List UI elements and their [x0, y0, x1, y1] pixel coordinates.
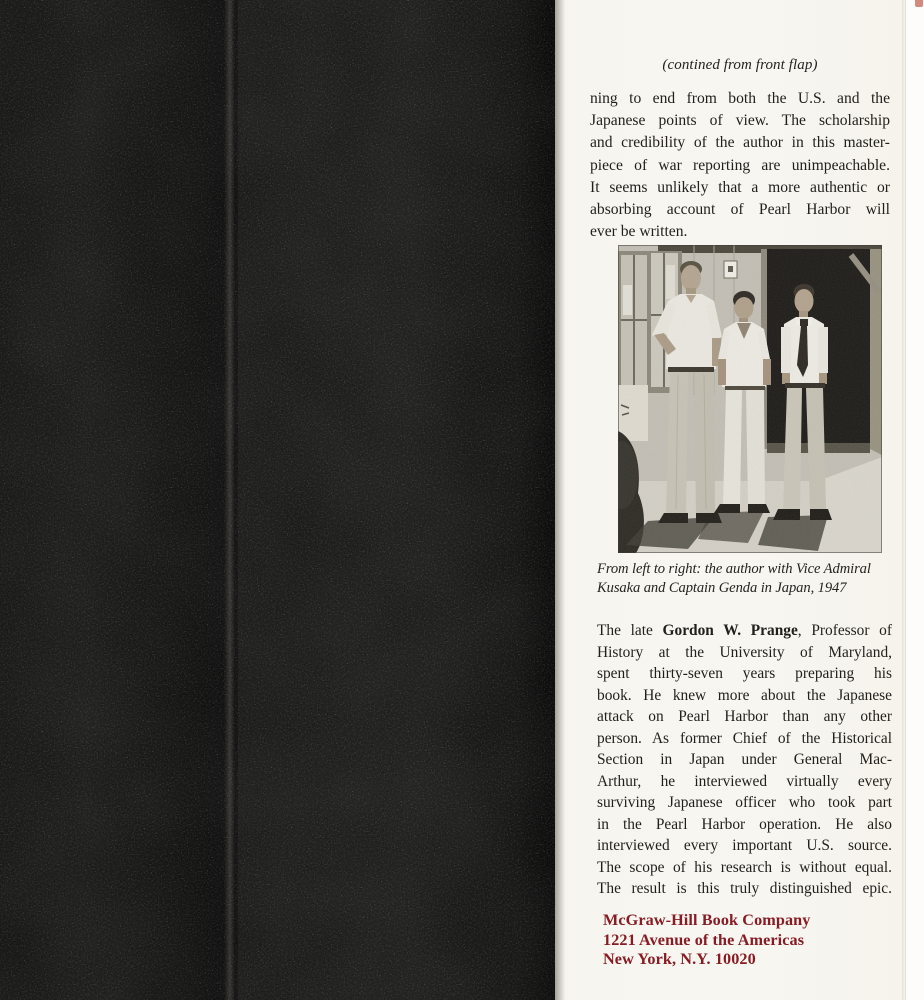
jacket-photo: [618, 245, 882, 553]
author-bio-line: person. As former Chief of the Historical: [597, 729, 892, 747]
author-bio-line: The scope of his research is without equal.: [597, 858, 892, 876]
author-bio-line: [597, 620, 892, 642]
scan-backdrop: [905, 0, 924, 1000]
author-bio-paragraph: [597, 620, 892, 900]
author-bio-line: attack on Pearl Harbor than any other: [597, 708, 892, 725]
author-bio-line: book. He knew more about the Japanese: [597, 686, 892, 704]
jacket-photo-figure: [618, 245, 882, 553]
scan-artifact-mark: [915, 0, 923, 7]
review-line: It seems unlikely that a more authentic or: [590, 178, 890, 196]
bio-text-post: , Professor of: [797, 622, 892, 639]
author-bio-line: Section in Japan under General Mac-: [597, 751, 892, 768]
author-bio-line: spent thirty-seven years preparing his: [597, 665, 892, 682]
publisher-line: McGraw-Hill Book Company: [603, 911, 811, 929]
review-line: piece of war reporting are unimpeachable.: [590, 156, 890, 174]
publisher-line: New York, N.Y. 10020: [603, 950, 756, 969]
publisher-line: 1221 Avenue of the Americas: [603, 930, 805, 949]
author-bio-line: History at the University of Maryland,: [597, 643, 892, 661]
review-line: and credibility of the author in this master-: [590, 134, 890, 152]
photo-caption-line: Kusaka and Captain Genda in Japan, 1947: [597, 580, 847, 596]
author-bio-line: The result is this truly distinguished epic.: [597, 880, 892, 897]
review-paragraph: [590, 88, 890, 243]
author-bio-line: interviewed every important U.S. source.: [597, 837, 892, 854]
author-bio-line: in the Pearl Harbor operation. He also: [597, 815, 892, 833]
review-line: ning to end from both the U.S. and the: [590, 90, 890, 107]
publisher-address: [603, 911, 893, 970]
flap-edge-shadow: [555, 0, 565, 1000]
review-line: ever be written.: [590, 223, 688, 241]
photo-caption-line: From left to right: the author with Vice Admiral: [597, 561, 871, 577]
bio-text-pre: The late: [597, 622, 663, 639]
dust-jacket-back-flap: [555, 0, 905, 1000]
review-line: absorbing account of Pearl Harbor will: [590, 201, 890, 219]
author-name: Gordon W. Prange: [662, 622, 798, 639]
cover-board-panel: [0, 0, 228, 1000]
cover-cloth-panel: [238, 0, 555, 1000]
review-line: Japanese points of view. The scholarship: [590, 112, 890, 130]
photo-caption: [597, 560, 899, 598]
author-bio-line: surviving Japanese officer who took part: [597, 794, 892, 811]
author-bio-lines: [597, 642, 892, 900]
author-bio-line: Arthur, he interviewed virtually every: [597, 772, 892, 790]
continued-from-front-flap-note: (contined from front flap): [662, 57, 818, 73]
